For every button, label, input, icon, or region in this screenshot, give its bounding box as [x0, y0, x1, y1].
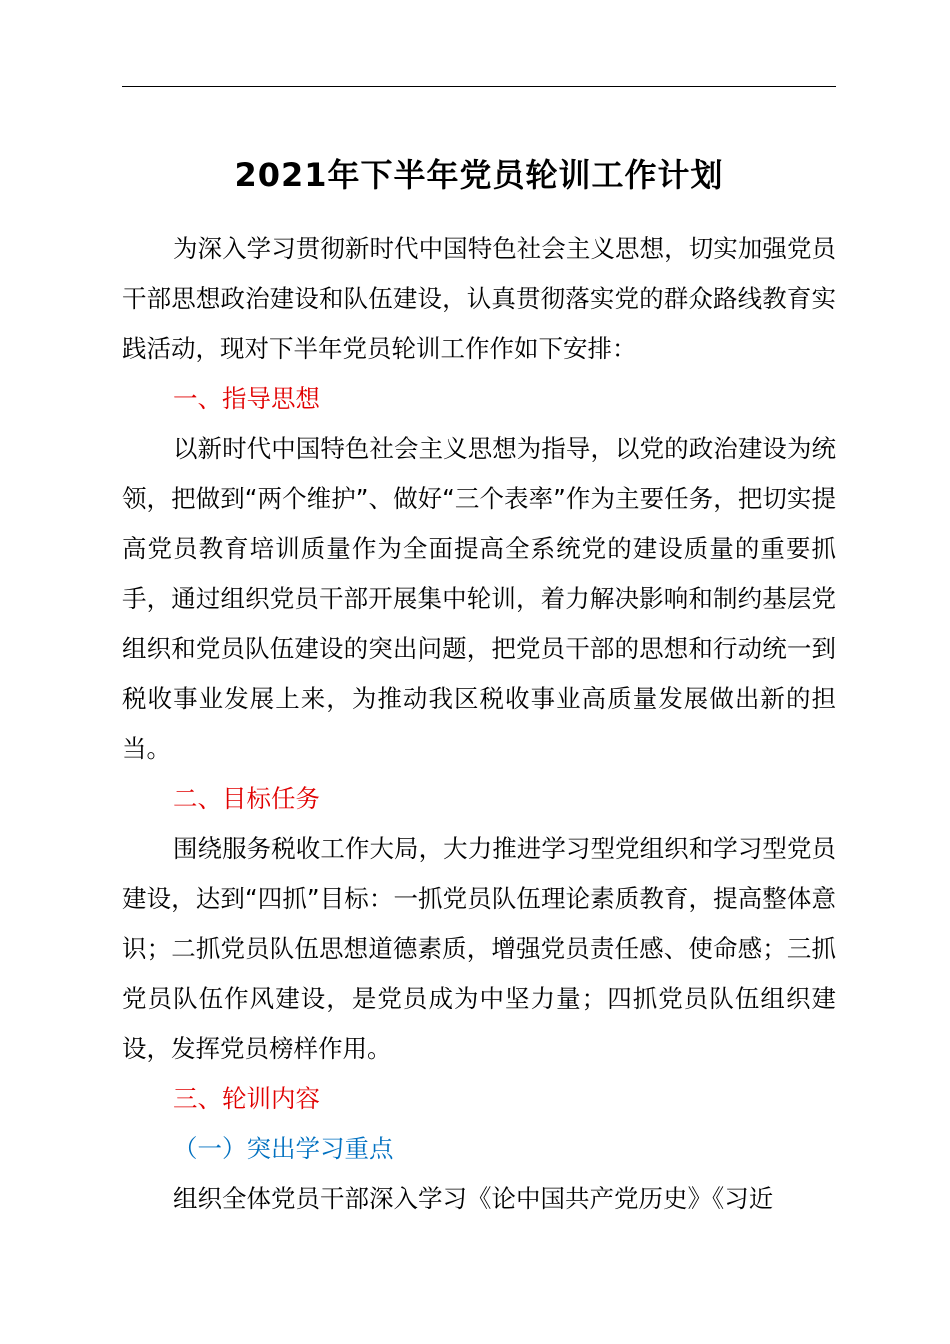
- section-heading-training-content: 三、轮训内容: [173, 1084, 320, 1113]
- intro-paragraph: 为深入学习贯彻新时代中国特色社会主义思想，切实加强党员干部思想政治建设和队伍建设，认真贯彻落实党的群众路线教育实践活动，现对下半年党员轮训工作作如下安排：: [122, 234, 836, 363]
- section-paragraph-goals: 围绕服务税收工作大局，大力推进学习型党组织和学习型党员建设，达到“四抓”目标：一抓党员队伍理论素质教育，提高整体意识；二抓党员队伍思想道德素质，增强党员责任感、使命感；三抓党员队伍作风建设，是党员成为中坚力量；四抓党员队伍组织建设，发挥党员榜样作用。: [122, 834, 836, 1063]
- document-title: 2021年下半年党员轮训工作计划: [234, 156, 724, 194]
- subsection-heading-study-focus: （一）突出学习重点: [173, 1134, 394, 1163]
- section-paragraph-training-content: 组织全体党员干部深入学习《论中国共产党历史》《习近: [173, 1184, 774, 1213]
- section-paragraph-guiding-ideology: 以新时代中国特色社会主义思想为指导，以党的政治建设为统领，把做到“两个维护”、做好“三个表率”作为主要任务，把切实提高党员教育培训质量作为全面提高全系统党的建设质量的重要抓手，通过组织党员干部开展集中轮训，着力解决影响和制约基层党组织和党员队伍建设的突出问题，把党员干部的思想和行动统一到税收事业发展上来，为推动我区税收事业高质量发展做出新的担当。: [122, 434, 836, 763]
- header-rule: [122, 86, 836, 87]
- section-heading-goals: 二、目标任务: [173, 784, 320, 813]
- document-body: [122, 224, 836, 1224]
- section-heading-guiding-ideology: 一、指导思想: [173, 384, 320, 413]
